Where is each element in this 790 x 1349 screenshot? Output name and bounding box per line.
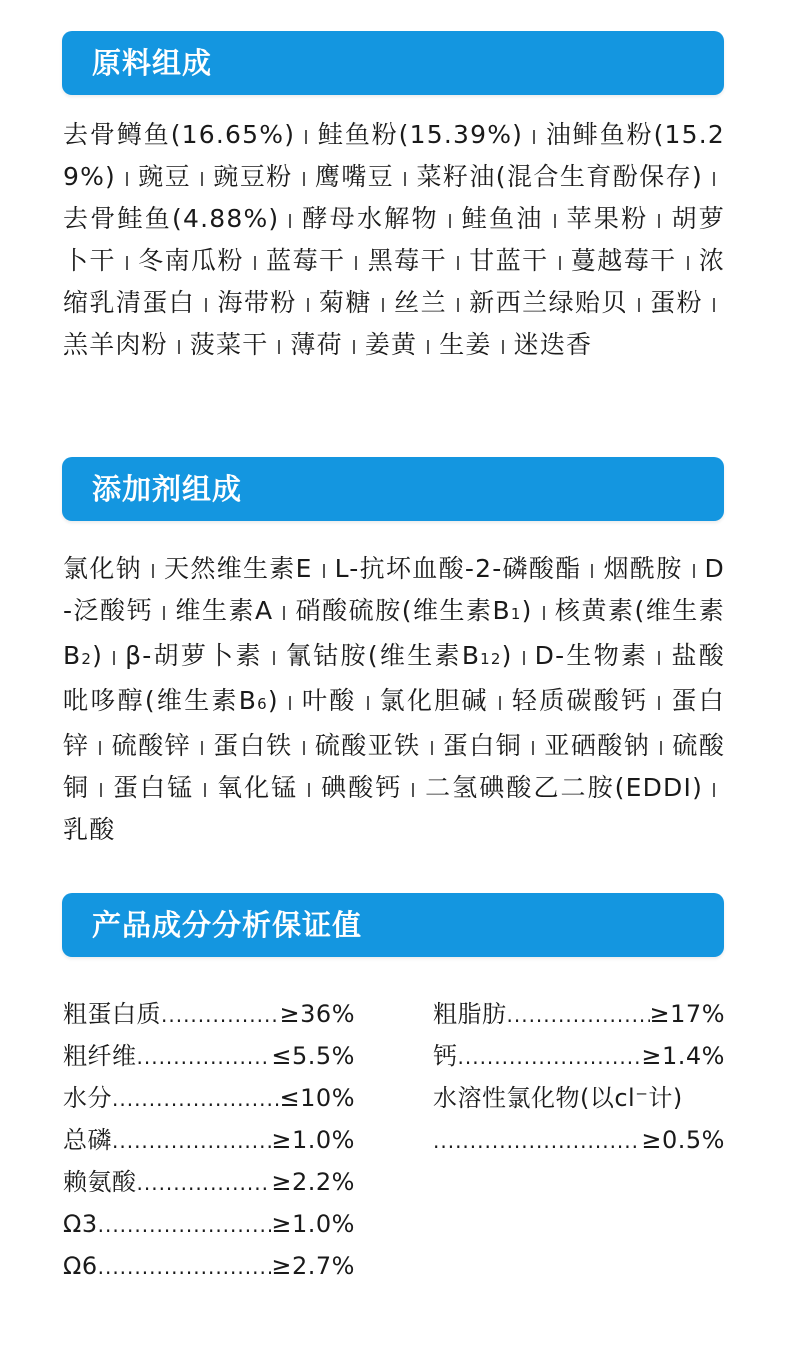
separator: [713, 783, 715, 797]
dot-leader: [112, 1078, 280, 1120]
separator: [113, 651, 115, 665]
ingredient-item: 新西兰绿贻贝: [469, 288, 628, 317]
separator: [532, 741, 534, 755]
additive-item: D-生物素: [534, 641, 649, 670]
separator: [152, 564, 154, 578]
additive-item: 烟酰胺: [603, 554, 683, 583]
analysis-value: ≥1.4%: [641, 1042, 725, 1070]
additive-item: 硫酸锌: [111, 731, 192, 760]
separator: [382, 298, 384, 312]
separator: [305, 130, 307, 144]
analysis-row: [433, 1077, 725, 1119]
additive-item: 蛋白锌: [63, 686, 725, 760]
ingredient-item: 鹰嘴豆: [314, 162, 395, 191]
analysis-label: 水溶性氯化物(以cl⁻计): [433, 1084, 683, 1112]
section-title: 产品成分分析保证值: [92, 908, 363, 942]
ingredient-item: 酵母水解物: [301, 204, 439, 233]
separator: [289, 214, 291, 228]
dot-leader: [161, 994, 280, 1036]
ingredient-item: 迷迭香: [513, 330, 593, 359]
separator: [355, 256, 357, 270]
dot-leader: [507, 994, 650, 1036]
analysis-right-column: [433, 993, 725, 1161]
analysis-label: 赖氨酸: [63, 1168, 137, 1196]
ingredient-item: 苹果粉: [565, 204, 649, 233]
separator: [554, 214, 556, 228]
analysis-label: 粗脂肪: [433, 1000, 507, 1028]
additive-item: 碘酸钙: [320, 773, 403, 802]
separator: [457, 256, 459, 270]
separator: [126, 256, 128, 270]
separator: [204, 783, 206, 797]
analysis-row: [63, 1203, 355, 1245]
ingredient-item: 甘蓝干: [469, 246, 549, 275]
additives-list: [63, 548, 725, 851]
separator: [367, 696, 369, 710]
separator: [273, 651, 275, 665]
separator: [502, 340, 504, 354]
separator: [323, 564, 325, 578]
analysis-label: 水分: [63, 1084, 112, 1112]
analysis-label: 粗蛋白质: [63, 1000, 161, 1028]
additive-item: 天然维生素E: [163, 554, 313, 583]
ingredient-item: 胡萝卜干: [63, 204, 725, 275]
separator: [693, 564, 695, 578]
dot-leader: [137, 1162, 272, 1204]
additive-item: β-胡萝卜素: [125, 641, 263, 670]
separator: [404, 172, 406, 186]
ingredients-list: [63, 114, 725, 366]
additive-item: 硝酸硫胺(维生素B1): [295, 596, 533, 625]
analysis-value: ≤5.5%: [271, 1042, 355, 1070]
ingredient-item: 去骨鲑鱼(4.88%): [63, 204, 280, 233]
analysis-row: [63, 1035, 355, 1077]
separator: [660, 741, 662, 755]
additive-item: 硫酸铜: [63, 731, 726, 802]
analysis-value: ≥1.0%: [271, 1126, 355, 1154]
additive-item: 二氢碘酸乙二胺(EDDI): [424, 773, 704, 802]
ingredient-item: 生姜: [439, 330, 492, 359]
ingredient-item: 蛋粉: [649, 288, 704, 317]
analysis-row: [63, 1161, 355, 1203]
additive-item: 叶酸: [300, 686, 357, 715]
ingredient-item: 菠菜干: [189, 330, 269, 359]
analysis-value: ≥0.5%: [641, 1126, 725, 1154]
separator: [163, 606, 165, 620]
separator: [254, 256, 256, 270]
additive-item: 蛋白锰: [112, 773, 195, 802]
separator: [99, 741, 101, 755]
analysis-label: 钙: [433, 1042, 458, 1070]
dot-leader: [458, 1036, 642, 1078]
section-title: 原料组成: [92, 46, 213, 80]
additive-item: 盐酸吡哆醇(维生素B6): [63, 641, 725, 715]
ingredient-item: 油鲱鱼粉(15.29%): [63, 120, 725, 191]
separator: [431, 741, 433, 755]
ingredient-item: 鲑鱼粉(15.39%): [317, 120, 524, 149]
separator: [205, 298, 207, 312]
separator: [353, 340, 355, 354]
separator: [658, 696, 660, 710]
additive-item: 维生素A: [175, 596, 274, 625]
separator: [543, 606, 545, 620]
ingredient-item: 冬南瓜粉: [137, 246, 244, 275]
separator: [658, 214, 660, 228]
ingredient-item: 豌豆粉: [213, 162, 293, 191]
separator: [178, 340, 180, 354]
dot-leader: [98, 1246, 272, 1288]
additive-item: 蛋白铁: [213, 731, 293, 760]
analysis-row: [433, 993, 725, 1035]
separator: [687, 256, 689, 270]
additive-item: 核黄素(维生素B2): [63, 596, 726, 670]
additive-item: 蛋白铜: [442, 731, 523, 760]
ingredient-item: 薄荷: [290, 330, 343, 359]
separator: [100, 783, 102, 797]
separator: [289, 696, 291, 710]
analysis-label: Ω3: [63, 1210, 98, 1238]
separator: [499, 696, 501, 710]
analysis-value: ≥17%: [649, 1000, 725, 1028]
separator: [412, 783, 414, 797]
analysis-value: ≥1.0%: [271, 1210, 355, 1238]
section-banner-additives: [62, 457, 724, 521]
separator: [126, 172, 128, 186]
ingredient-item: 去骨鳟鱼(16.65%): [63, 120, 296, 149]
separator: [303, 172, 305, 186]
additive-item: 氰钴胺(维生素B12): [284, 641, 513, 670]
separator: [457, 298, 459, 312]
ingredient-item: 姜黄: [364, 330, 418, 359]
separator: [427, 340, 429, 354]
dot-leader: [433, 1120, 641, 1162]
additive-item: L-抗坏血酸-2-磷酸酯: [334, 554, 582, 583]
separator: [308, 783, 310, 797]
section-title: 添加剂组成: [92, 472, 243, 506]
ingredient-item: 菊糖: [318, 288, 372, 317]
analysis-label: 总磷: [63, 1126, 112, 1154]
ingredient-item: 蓝莓干: [265, 246, 346, 275]
analysis-row: [433, 1119, 725, 1161]
ingredient-item: 羔羊肉粉: [63, 330, 168, 359]
analysis-row: [63, 1245, 355, 1287]
ingredient-item: 鲑鱼油: [460, 204, 544, 233]
dot-leader: [112, 1120, 271, 1162]
ingredient-item: 菜籽油(混合生育酚保存): [416, 162, 703, 191]
dot-leader: [137, 1036, 272, 1078]
separator: [523, 651, 525, 665]
analysis-row: [63, 993, 355, 1035]
section-banner-ingredients: [62, 31, 724, 95]
separator: [533, 130, 535, 144]
separator: [307, 298, 309, 312]
separator: [658, 651, 660, 665]
separator: [559, 256, 561, 270]
ingredient-item: 蔓越莓干: [570, 246, 677, 275]
analysis-value: ≥36%: [279, 1000, 355, 1028]
additive-item: 乳酸: [63, 815, 116, 844]
separator: [591, 564, 593, 578]
additive-item: D-泛酸钙: [63, 554, 725, 625]
separator: [201, 172, 203, 186]
ingredient-item: 豌豆: [138, 162, 192, 191]
analysis-value: ≤10%: [279, 1084, 355, 1112]
analysis-label: 粗纤维: [63, 1042, 137, 1070]
separator: [638, 298, 640, 312]
section-banner-analysis: [62, 893, 724, 957]
analysis-label: Ω6: [63, 1252, 98, 1280]
ingredient-item: 浓缩乳清蛋白: [63, 246, 726, 317]
separator: [283, 606, 285, 620]
additive-item: 氯化钠: [63, 554, 142, 583]
separator: [201, 741, 203, 755]
analysis-left-column: [63, 993, 355, 1287]
ingredient-item: 黑莓干: [367, 246, 448, 275]
analysis-row: [63, 1077, 355, 1119]
additive-item: 氧化锰: [216, 773, 299, 802]
additive-item: 轻质碳酸钙: [510, 686, 649, 715]
analysis-row: [433, 1035, 725, 1077]
separator: [449, 214, 451, 228]
additive-item: 亚硒酸钠: [544, 731, 651, 760]
ingredient-item: 海带粉: [217, 288, 297, 317]
dot-leader: [98, 1204, 272, 1246]
additive-item: 硫酸亚铁: [314, 731, 421, 760]
ingredient-item: 丝兰: [393, 288, 448, 317]
separator: [713, 172, 715, 186]
separator: [713, 298, 715, 312]
analysis-row: [63, 1119, 355, 1161]
separator: [303, 741, 305, 755]
separator: [278, 340, 280, 354]
analysis-value: ≥2.7%: [271, 1252, 355, 1280]
additive-item: 氯化胆碱: [378, 686, 489, 715]
analysis-value: ≥2.2%: [271, 1168, 355, 1196]
